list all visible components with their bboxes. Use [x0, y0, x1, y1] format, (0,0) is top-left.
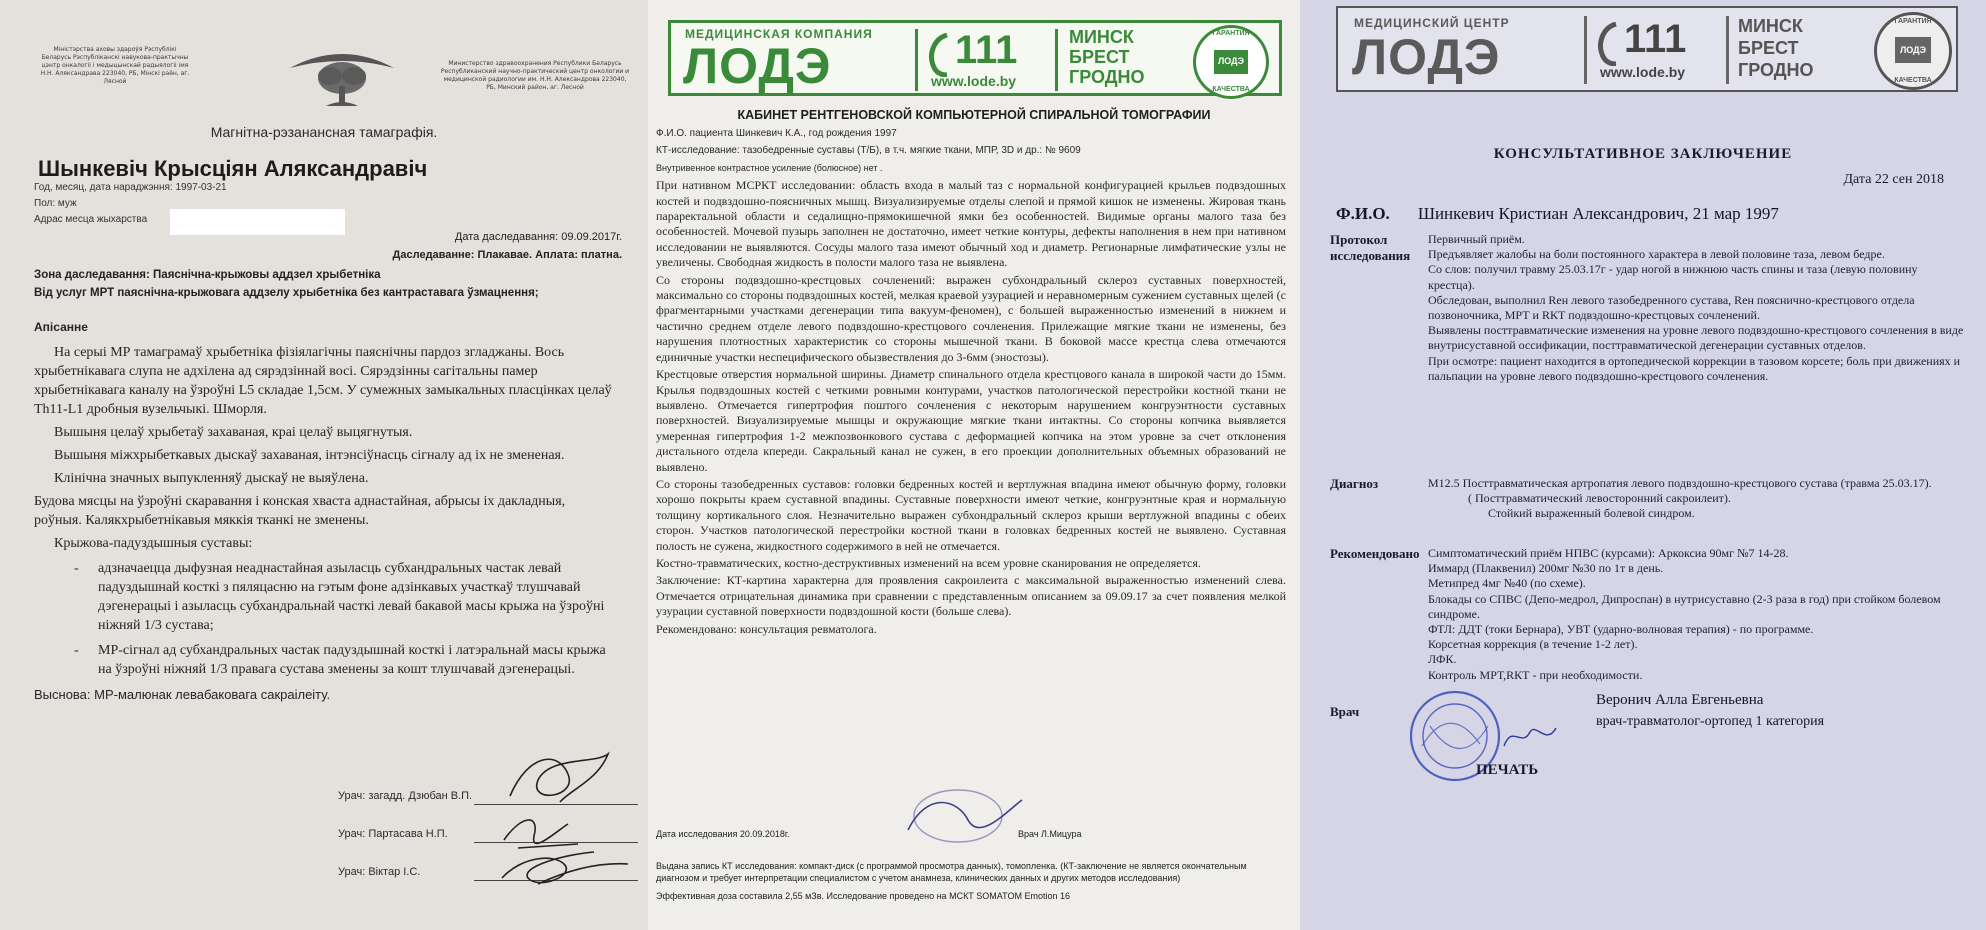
ct-doctor: Врач Л.Мицура: [1018, 829, 1082, 839]
signatures-handwritten: [498, 744, 638, 894]
paragraph: На серыі МР тамаграмаў хрыбетніка фізіялагічны паяснічны пардоз згладжаны. Вось хрыбетнікавага слупа не адхілена ад сярэдзіннай восі. Сярэдзінны сагітальны памер хрыбетнікавага каналу на ўзроўні L5 складае 1,5см. У сумежных замыкальных пласцінках целаў Th11-L1 дробныя вузельчыкі. Шморля.: [34, 345, 612, 417]
paragraph: Будова мясцы на ўзроўні скаравання і конская хваста аднастайная, абрысы іх дакладныя, роўныя. Калякхрыбетнікавыя мяккія тканкі не зменены.: [34, 494, 566, 528]
paragraph: Костно-травматических, костно-деструктивных изменений на всем уровне сканирования не определяется.: [656, 555, 1201, 570]
list-item: - адзначаецца дыфузная неаднастайная азыласць субхандральных частак левай падуздышнай косткі з пяляцасню на гэтым фоне адзінкавых участкаў тлушчавай дэгенерацыі і азыласць субхандральнай часткі левай бакавой масы крыжа на ўзроўні ніжняй 1/3 сустава;: [34, 559, 612, 635]
divider: [1726, 16, 1729, 84]
patient-name: Шынкевіч Крысціян Аляксандравіч: [38, 156, 428, 181]
document-consultation-lode: [1300, 0, 1986, 930]
city-brest: БРЕСТ: [1069, 47, 1130, 67]
phone-number: 111: [1624, 17, 1687, 61]
study-line: КТ-исследование: тазобедренные суставы (Т/Б), в т.ч. мягкие ткани, МПР, 3D и др.: № 9609: [656, 145, 1081, 157]
address-label: Адрас месца жыхарства: [34, 214, 148, 225]
website: www.lode.by: [931, 73, 1017, 89]
lode-banner: [1336, 6, 1958, 92]
doctor-title: врач-травматолог-ортопед 1 категория: [1596, 714, 1825, 729]
doctor-name: Веронич Алла Евгеньевна: [1596, 692, 1764, 708]
stamp-label: ПЕЧАТЬ: [1476, 762, 1539, 778]
document-title: Магнітна-рэзанансная тамаграфія.: [210, 124, 438, 140]
brand-logo: ЛОДЭ: [1352, 29, 1501, 85]
paragraph: Вышыня целаў хрыбетаў захаваная, краі целаў выцягнутыя.: [54, 425, 413, 440]
city-brest: БРЕСТ: [1738, 38, 1799, 58]
patient-fio: [1336, 204, 1779, 224]
recommendation-text: Симптоматический приём НПВС (курсами): Аркоксиа 90мг №7 14-28. Иммард (Плаквенил) 200мг №30 по 1т в день. Метипред 4мг №40 (по схеме). Блокады со СПВС (Депо-медрол, Дипроспан) в нутрисуставно (2-3 раза в год) при стойком болевом синдроме. ФТЛ: ДДТ (токи Бернара), УВТ (ударно-волновая терапия) - по программе. Корсетная коррекция (в течение 1-2 лет). ЛФК. Контроль МРТ,RКТ - при необходимости.: [1428, 546, 1941, 682]
phone-number: 111: [955, 28, 1018, 72]
paragraph: Со стороны подвздошно-крестцовых сочленений: выражен субхондральный склероз суставных поверхностей, максимально со стороны подвздошных костей, мелкая краевой узурацией и неравномерным сужением суставных щелей (с фрагментарными участками дегенерации типа вакуум-феномен), с большей выраженностью изменений в нижнем и частично среднем отделе левого подвздошно-крестцового сочленения. Прилежащие мягкие ткани не изменены, без нарушения плотностных характеристик со стороны мышечной ткани. В боковой массе крестца слева отмечаются единичные участки неспецифического обызвествления до 3-6мм (эностозы).: [656, 272, 1286, 364]
doctor-label: Врач: [1330, 704, 1360, 719]
conclusion: Заключение: КТ-картина характерна для проявления сакроилеита с максимальной выраженностью изменений слева. Отмечается отрицательная динамика при сравнении с представленным описанием за 09.09.17 за счет появления мелкой узурации суставной поверхности подвздошной кости (больше слева).: [656, 573, 1286, 619]
document-ct-lode: [648, 0, 1300, 930]
diagnosis-label: Диагноз: [1330, 476, 1379, 491]
divider: [1584, 16, 1587, 84]
signature-handwritten: [898, 780, 1028, 850]
phone-handset-icon: [1596, 22, 1622, 66]
study-zone: [34, 266, 618, 302]
diagnosis-section: [1330, 476, 1966, 522]
lode-banner: [668, 20, 1282, 96]
brand-logo: ЛОДЭ: [683, 38, 832, 94]
fio-label: Ф.И.О.: [1336, 204, 1390, 223]
ministry-left-text: Міністэрства аховы здароўя Рэспублікі Беларусь Рэспубліканскі навукова-практычны цэнтр онкалогіі і медыцынскай радыялогіі імя Н.Н. Аляксандрава 223040, РБ, Мінскі раён, аг. Лясной: [40, 46, 190, 85]
ct-description: [656, 126, 1286, 639]
ministry-right-text: Министерство здравоохранения Республики Беларусь Республиканский научно-практический центр онкологии и медицинской радиологии им. Н.Н. Александрова 223040, РБ, Минский район, аг. Лесной: [440, 60, 630, 91]
quality-seal: ГАРАНТИЯ ЛОДЭ КАЧЕСТВА: [1193, 25, 1269, 99]
footer-dose: Эффективная доза составила 2,55 мЗв. Исследование проведено на МСКТ SOMATOM Emotion 16: [656, 891, 1070, 901]
description-heading: Апісанне: [34, 320, 88, 334]
patient-line: Ф.И.О. пациента Шинкевич К.А., год рождения 1997: [656, 128, 897, 139]
document-title: КОНСУЛЬТАТИВНОЕ ЗАКЛЮЧЕНИЕ: [1493, 146, 1793, 162]
city-grodno: ГРОДНО: [1738, 60, 1814, 80]
paragraph: Вышыня міжхрыбеткавых дыскаў захаваная, інтэнсіўнасць сігналу ад іх не змененая.: [54, 448, 565, 463]
paragraph: При нативном МСРКТ исследовании: область входа в малый таз с нормальной конфигурацией крыльев подвздошных костей и подвздошно-поясничных мышц. Визуализируемые отделы слепой и прямой кишок не изменены. Жировая ткань параректальной области и седалищно-прямокишечной ямки без особенностей. Видимые органы малого таза без особенностей. Мочевой пузырь заполнен не достаточно, имеет четкие контуры, дефекты наполнения в нем при нативном исследовании не выявляются. Сосуды малого таза имеют обычный ход и диаметр. Регионарные лимфатические узлы не увеличены. Свободная жидкость в полости малого таза не выявлена.: [656, 178, 1286, 270]
fio-value: Шинкевич Кристиан Александрович, 21 мар 1997: [1417, 204, 1779, 223]
paragraph: Клінічна значных выпукленняў дыскаў не выяўлена.: [54, 471, 369, 486]
city-grodno: ГРОДНО: [1069, 67, 1145, 87]
study-date: Дата исследования 20.09.2018г.: [656, 829, 790, 839]
contrast-line: Внутривенное контрастное усиление (болюсное) нет .: [656, 162, 883, 173]
service-line: Від услуг МРТ паяснічна-крыжовага аддзелу хрыбетніка без кантраставага ўзмацнення;: [34, 287, 539, 299]
letterhead: [40, 46, 630, 116]
tree-logo-icon: [272, 46, 412, 112]
joints-heading: Крыжова-падуздышныя суставы:: [54, 536, 253, 551]
document-title: КАБИНЕТ РЕНТГЕНОВСКОЙ КОМПЬЮТЕРНОЙ СПИРАЛЬНОЙ ТОМОГРАФИИ: [737, 108, 1211, 122]
sex: Пол: муж: [34, 198, 77, 209]
footer-note: Выдана запись КТ исследования: компакт-диск (с программой просмотра данных), томопленка. (КТ-заключение не является окончательным диагнозом и требует интерпретации специалистом с учетом анамнеза, клинических данных и других методов исследования): [656, 861, 1247, 883]
quality-seal: ГАРАНТИЯ ЛОДЭ КАЧЕСТВА: [1874, 12, 1952, 90]
diagnosis-text: М12.5 Посттравматическая артропатия левого подвздошно-крестцового сустава (травма 25.03.17). ( Посттравматический левосторонний сакроилеит). Стойкий выраженный болевой синдром.: [1428, 476, 1932, 521]
study-date: Дата даследавання: 09.09.2017г.: [454, 231, 622, 243]
company-label: МЕДИЦИНСКИЙ ЦЕНТР: [1354, 16, 1510, 30]
paragraph: Со стороны тазобедренных суставов: головки бедренных костей и вертлужная впадина имеют обычную форму, головки хорошо покрыты краем суставной впадины. Суставные поверхности имеют четкие, конгруэнтные края и нормальную толщину кортикального слоя. Незначительно выражен субхондральный склероз крыши вертлужной впадины с обеих сторон. Участков патологической перестройки костной ткани в головках бедренных костей не выявлено. Суставная полость не сужена, жидкостного содержимого в ней не отмечается.: [656, 476, 1286, 553]
doctor-3: Урач: Віктар І.С.: [338, 866, 421, 878]
city-minsk: МИНСК: [1738, 16, 1803, 36]
protocol-section: [1330, 232, 1966, 384]
birth-date: Год, месяц, дата нараджэння: 1997-03-21: [34, 182, 227, 193]
divider: [915, 29, 918, 91]
document-mri-belarusian: [0, 0, 648, 930]
recommendation-section: [1330, 546, 1966, 683]
recommendation: Рекомендовано: консультация ревматолога.: [656, 621, 877, 636]
description: [34, 318, 612, 704]
doctor-1: Урач: загадд. Дзюбан В.П.: [338, 790, 473, 802]
consult-date: Дата 22 сен 2018: [1843, 172, 1944, 187]
website: www.lode.by: [1600, 64, 1686, 80]
study-info: [393, 228, 622, 264]
payment-info: Даследаванне: Плакавае. Аплата: платна.: [392, 249, 622, 261]
recommended-label: Рекомендовано: [1330, 546, 1420, 561]
divider: [1055, 29, 1058, 91]
company-label: МЕДИЦИНСКАЯ КОМПАНИЯ: [685, 27, 873, 41]
zone-line: Зона даследавання: Паяснічна-крыжовы аддзел хрыбетніка: [34, 269, 381, 281]
doctor-2: Урач: Партасава Н.П.: [338, 828, 448, 840]
phone-handset-icon: [927, 33, 953, 77]
signature-handwritten: [1500, 718, 1560, 754]
protocol-text: Первичный приём. Предъявляет жалобы на боли постоянного характера в левой половине таза, левом бедре. Со слов: получил травму 25.03.17г - удар ногой в нижнюю часть спины и таза (левую половину крестца). Обследован, выполнил Rен левого тазобедренного сустава, Rен пояснично-крестцового отдела позвоночника, МРТ и RКТ подвздошно-крестцовых сочленений. Выявлены посттравматические изменения на уровне левого подвздошно-крестцового сочленения в виде внутрисуставной оссификации, посттравматической дегенерации суставных отделов. При осмотре: пациент находится в ортопедической коррекции в тазовом корсете; боль при движениях и пальпации на уровне левого подвздошно-крестцового сочленения.: [1428, 232, 1964, 383]
conclusion: Выснова: МР-малюнак левабаковага сакраілеіту.: [34, 687, 331, 702]
paragraph: Крестцовые отверстия нормальной ширины. Диаметр спинального отдела крестцового канала в широкой части до 15мм. Крылья подвздошных костей с четкими ровными контурами, участков патологической перестройки костной ткани не выявлено. Отмечается гипертрофия поштого сочленения с некоторым нарушением конгруэнтности суставных поверхностей. Визуализируемые мышцы и окружающие мягкие ткани интактны. Со стороны копчика выявляется умеренная гипертрофия 1-2 межпозвонкового сустава с деформацией копчика на этом уровне за счет отклонения дистального отдела кпереди. Сакральный канал не сужен, в его проекции дополнительных объемных образований не выявлено.: [656, 367, 1286, 474]
list-item: - МР-сігнал ад субхандральных частак падуздышнай косткі і латэральнай масы крыжа на ўзроўні ніжняй 1/3 правага сустава зменены за кошт тлушчавай дэгенерацыі.: [34, 641, 612, 679]
city-minsk: МИНСК: [1069, 27, 1134, 47]
redacted-address: [170, 209, 345, 235]
protocol-label: Протокол исследования: [1330, 232, 1411, 263]
